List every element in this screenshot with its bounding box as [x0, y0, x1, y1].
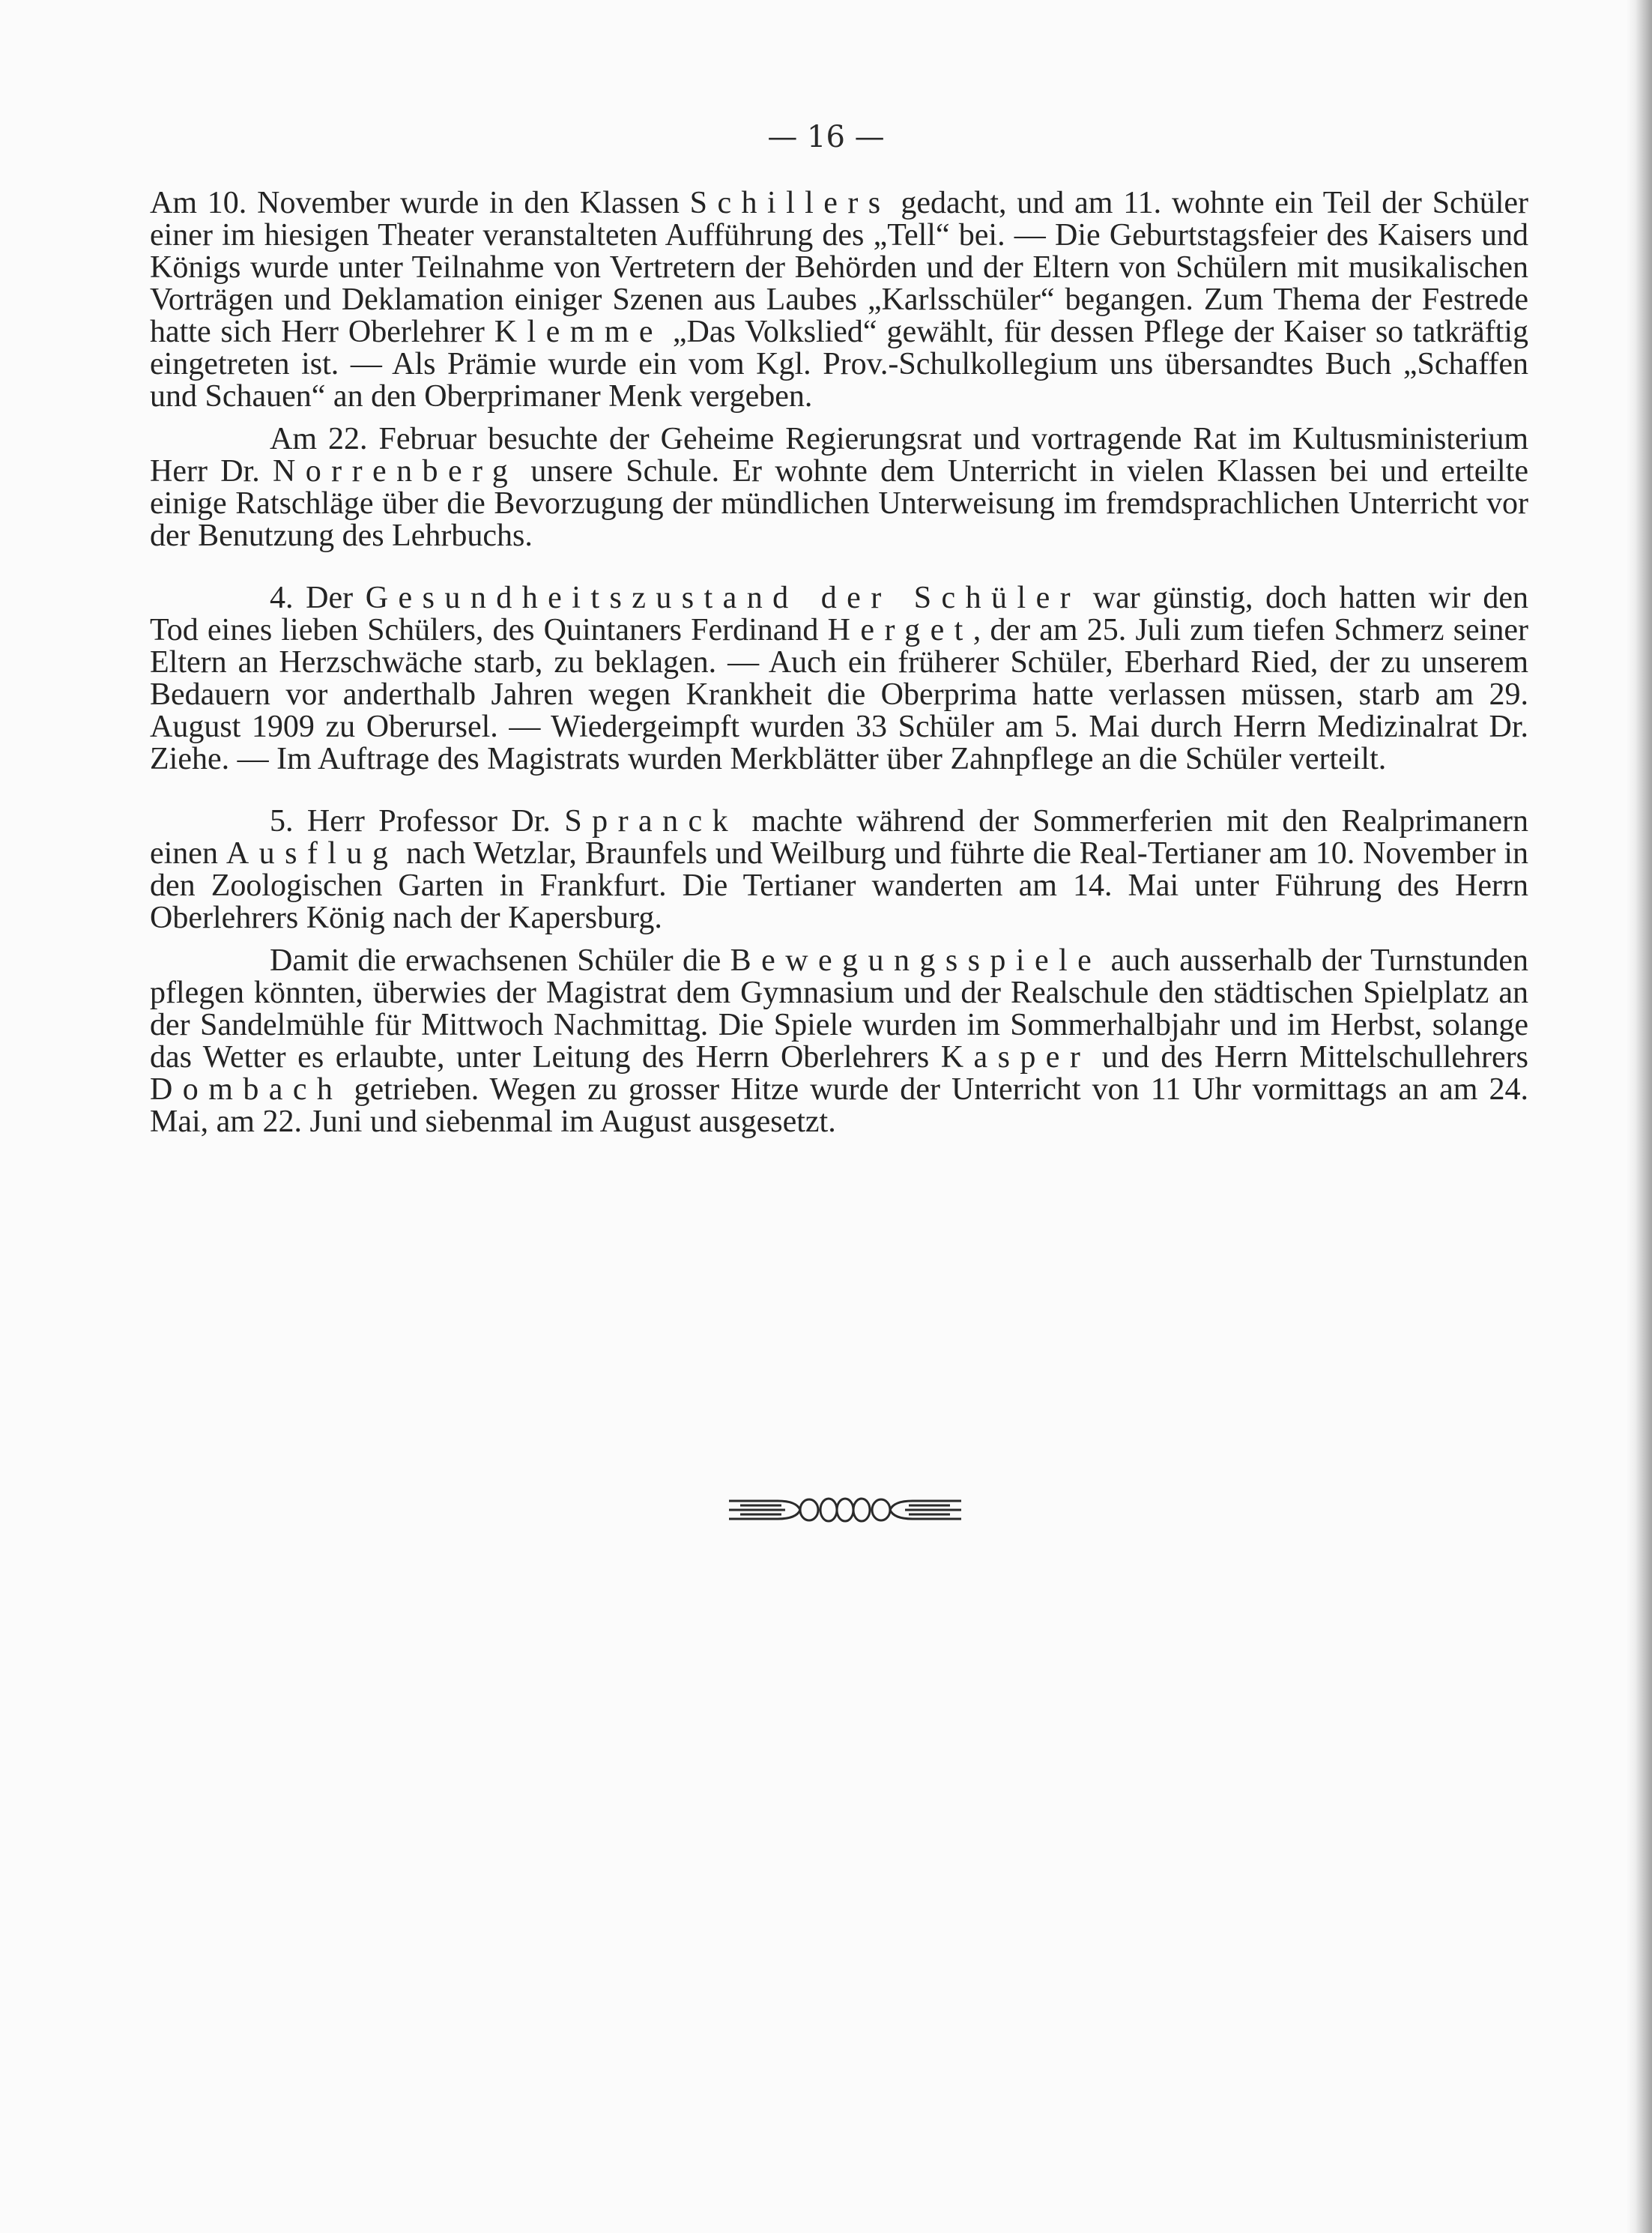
- page-edge-shadow: [1627, 0, 1652, 2233]
- paragraph-november-events: Am 10. November wurde in den Klassen Schillers gedacht, und am 11. wohnte ein Teil der Schüler einer im hiesigen Theater veranstalteten Aufführung des „Tell“ bei. — Die Geburtstagsfeier des Kaisers und Königs wurde unter Teilnahme von Vertretern der Behörden und der Eltern von Schülern mit musikalischen Vorträgen und Deklamation einiger Szenen aus Laubes „Karlsschüler“ begangen. Zum Thema der Festrede hatte sich Herr Oberlehrer Klemme „Das Volkslied“ gewählt, für dessen Pflege der Kaiser so tatkräftig eingetreten ist. — Als Prämie wurde ein vom Kgl. Prov.-Schulkollegium uns übersandtes Buch „Schaffen und Schauen“ an den Oberprimaner Menk vergeben.: [150, 186, 1529, 414]
- paragraph-movement-games: Damit die erwachsenen Schüler die Bewegungsspiele auch ausserhalb der Turnstunden pflegen könnten, überwies der Magistrat dem Gymnasium und der Realschule den städtischen Spielplatz an der Sandelmühle für Mittwoch Nachmittag. Die Spiele wurden im Sommerhalbjahr und im Herbst, solange das Wetter es erlaubte, unter Leitung des Herrn Oberlehrers Kasper und des Herrn Mittelschullehrers Dombach getrieben. Wegen zu grosser Hitze wurde der Unterricht von 11 Uhr vormittags an am 24. Mai, am 22. Juni und siebenmal im August ausgesetzt.: [150, 943, 1528, 1139]
- spaced-name-norrenberg: Norrenberg: [272, 454, 518, 489]
- spaced-name-kasper: Kasper: [940, 1040, 1091, 1075]
- spaced-name-schillers: Schillers: [689, 186, 891, 220]
- page-number: — 16 —: [767, 120, 885, 154]
- spaced-name-dombach: Dombach: [150, 1072, 343, 1107]
- body-text: [150, 187, 1528, 1138]
- spaced-heading-gesundheitszustand: Gesundheitszustand der Schüler: [365, 581, 1081, 615]
- decorative-scroll-ornament-icon: [725, 1487, 965, 1532]
- paragraph-excursions: 5. Herr Professor Dr. Spranck machte während der Sommerferien mit den Realprimanern einen Ausflug nach Wetzlar, Braunfels und Weilburg und führte die Real-Tertianer am 10. November in den Zoologischen Garten in Frankfurt. Die Tertianer wanderten am 14. Mai unter Führung des Herrn Oberlehrers König nach der Kapersburg.: [150, 804, 1529, 935]
- spaced-name-klemme: Klemme: [494, 315, 663, 349]
- paragraph-february-visit: Am 22. Februar besuchte der Geheime Regierungsrat und vortragende Rat im Kultusministerium Herr Dr. Norrenberg unsere Schule. Er wohnte dem Unterricht in vielen Klassen bei und erteilte einige Ratschläge über die Bevorzugung der mündlichen Unterweisung im fremdsprachlichen Unterricht vor der Benutzung des Lehrbuchs.: [150, 422, 1528, 553]
- paragraph-health-status: 4. Der Gesundheitszustand der Schüler war günstig, doch hatten wir den Tod eines lieben Schülers, des Quintaners Ferdinand Herget, der am 25. Juli zum tiefen Schmerz seiner Eltern an Herzschwäche starb, zu beklagen. — Auch ein früherer Schüler, Eberhard Ried, der zu unserem Bedauern vor anderthalb Jahren wegen Krankheit die Oberprima hatte verlassen müssen, starb am 29. August 1909 zu Oberursel. — Wiedergeimpft wurden 33 Schüler am 5. Mai durch Herrn Medizinalrat Dr. Ziehe. — Im Auftrage des Magistrats wurden Merkblätter über Zahnpflege an die Schüler verteilt.: [150, 581, 1528, 776]
- spaced-name-spranck: Spranck: [564, 804, 739, 838]
- spaced-name-herget: Herget: [827, 613, 973, 647]
- spaced-word-bewegungsspiele: Bewegungsspiele: [730, 943, 1102, 978]
- spaced-word-ausflug: Ausflug: [226, 836, 399, 871]
